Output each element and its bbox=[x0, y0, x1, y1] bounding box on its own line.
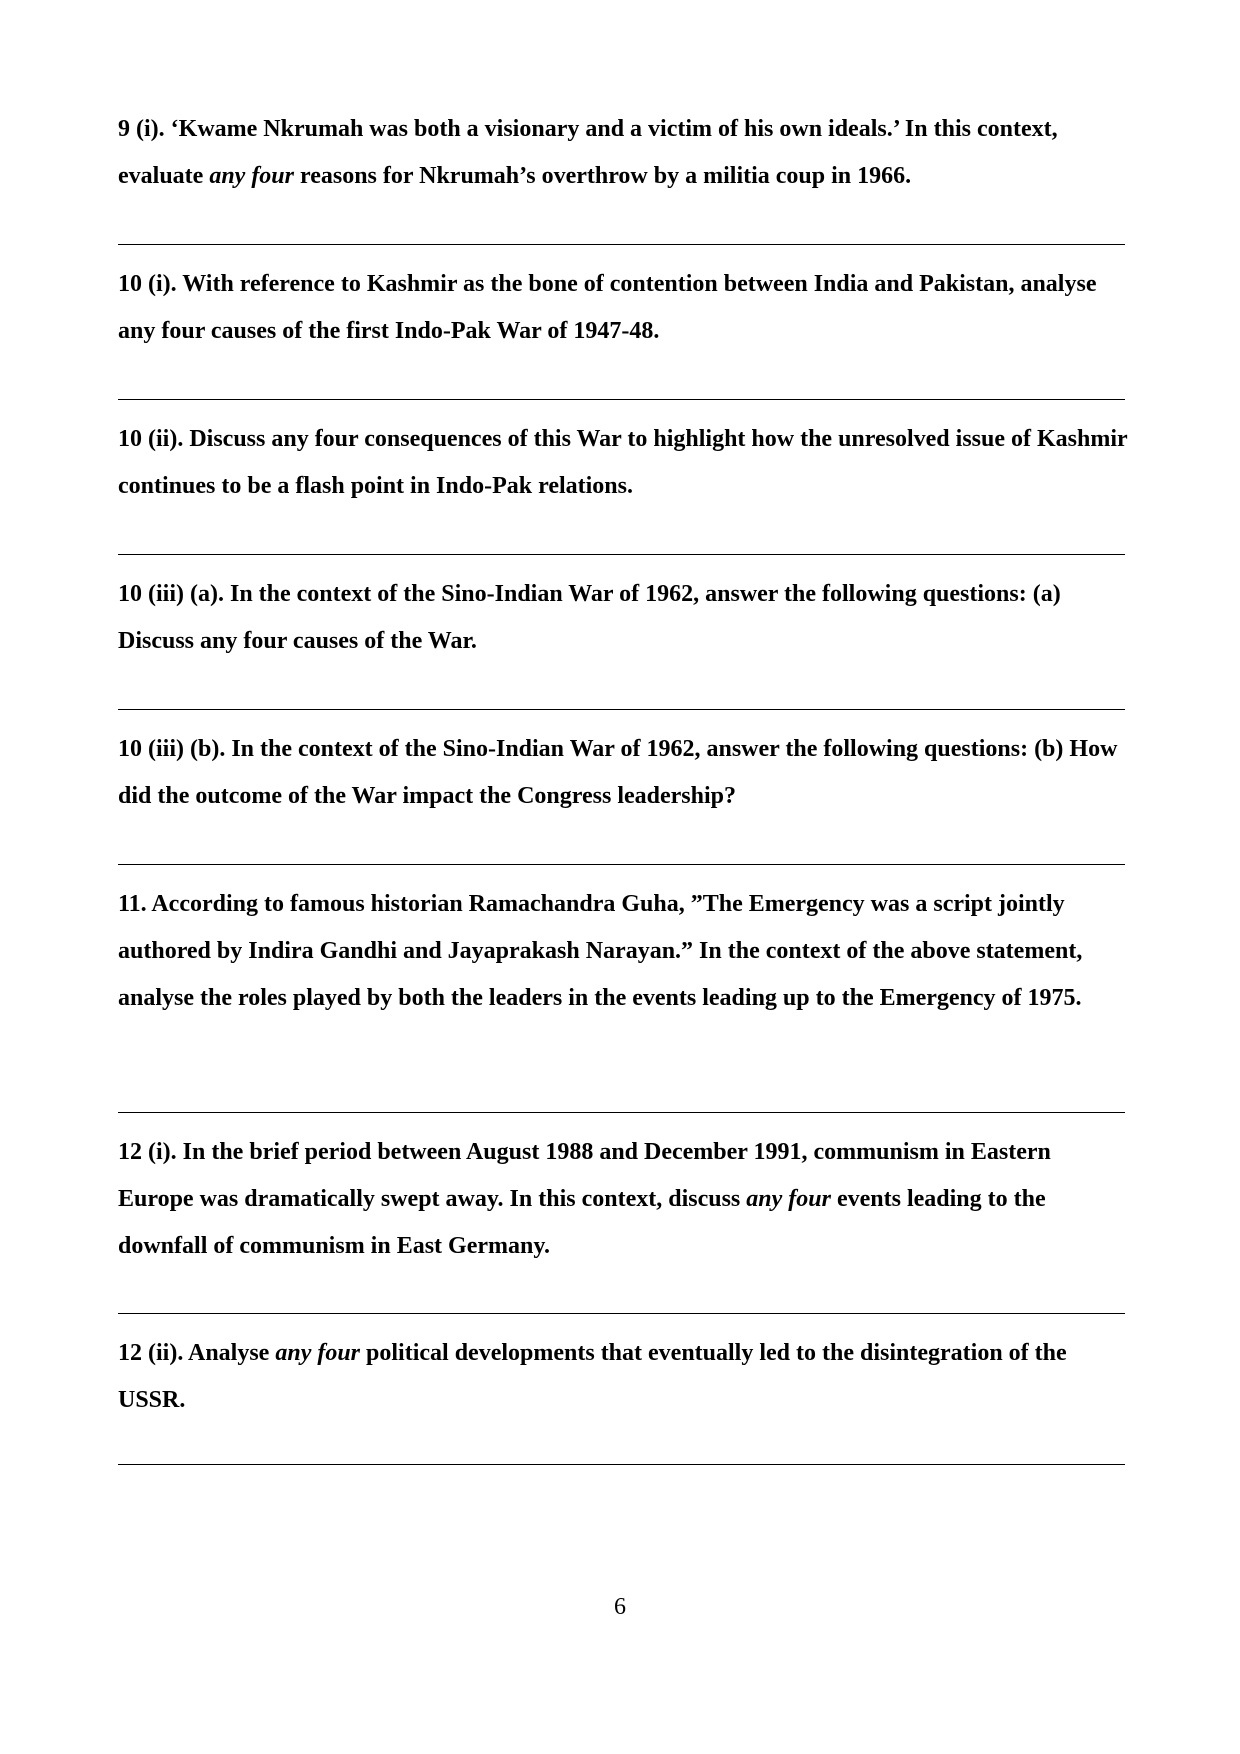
question-text: 10 (iii) (b). In the context of the Sino-Indian War of 1962, answer the following questions: (b) How did the outcome of the War impact the Congress leadership? bbox=[118, 736, 1118, 809]
answer-divider bbox=[118, 709, 1125, 710]
answer-divider bbox=[118, 399, 1125, 400]
answer-divider bbox=[118, 554, 1125, 555]
question-text: events leading to the downfall of communism in East Germany. bbox=[118, 1186, 1046, 1259]
emphasis-text: any four bbox=[209, 163, 294, 189]
question-12-ii bbox=[118, 1330, 1128, 1424]
question-9-i bbox=[118, 106, 1128, 200]
question-10-iii-a bbox=[118, 571, 1128, 665]
question-text: 12 (ii). Analyse bbox=[118, 1340, 276, 1366]
question-text: 10 (i). With reference to Kashmir as the bone of contention between India and Pakistan, analyse any four causes of the first Indo-Pak War of 1947-48. bbox=[118, 271, 1097, 344]
question-text: 9 (i). ‘Kwame Nkrumah was both a visionary and a victim of his own ideals.’ In this context, evaluate bbox=[118, 116, 1058, 189]
answer-divider bbox=[118, 1112, 1125, 1113]
answer-divider bbox=[118, 1464, 1125, 1465]
answer-divider bbox=[118, 244, 1125, 245]
question-text: 10 (iii) (a). In the context of the Sino-Indian War of 1962, answer the following questions: (a) Discuss any four causes of the War. bbox=[118, 581, 1061, 654]
question-12-i bbox=[118, 1129, 1128, 1270]
question-text: reasons for Nkrumah’s overthrow by a militia coup in 1966. bbox=[294, 163, 912, 189]
answer-divider bbox=[118, 1313, 1125, 1314]
question-text: political developments that eventually led to the disintegration of the USSR. bbox=[118, 1340, 1067, 1413]
question-10-ii bbox=[118, 416, 1128, 510]
emphasis-text: any four bbox=[746, 1186, 831, 1212]
question-10-i bbox=[118, 261, 1128, 355]
question-11 bbox=[118, 881, 1128, 1022]
question-text: 11. According to famous historian Ramachandra Guha, ”The Emergency was a script jointly authored by Indira Gandhi and Jayaprakash Narayan.” In the context of the above statement, analyse the roles played by both the leaders in the events leading up to the Emergency of 1975. bbox=[118, 891, 1083, 1011]
page-number: 6 bbox=[614, 1594, 626, 1620]
emphasis-text: any four bbox=[275, 1340, 361, 1366]
question-10-iii-b bbox=[118, 726, 1128, 820]
question-text: 10 (ii). Discuss any four consequences of this War to highlight how the unresolved issue of Kashmir continues to be a flash point in Indo-Pak relations. bbox=[118, 426, 1128, 499]
answer-divider bbox=[118, 864, 1125, 865]
question-text: 12 (i). In the brief period between August 1988 and December 1991, communism in Eastern Europe was dramatically swept away. In this context, discuss bbox=[118, 1139, 1051, 1212]
